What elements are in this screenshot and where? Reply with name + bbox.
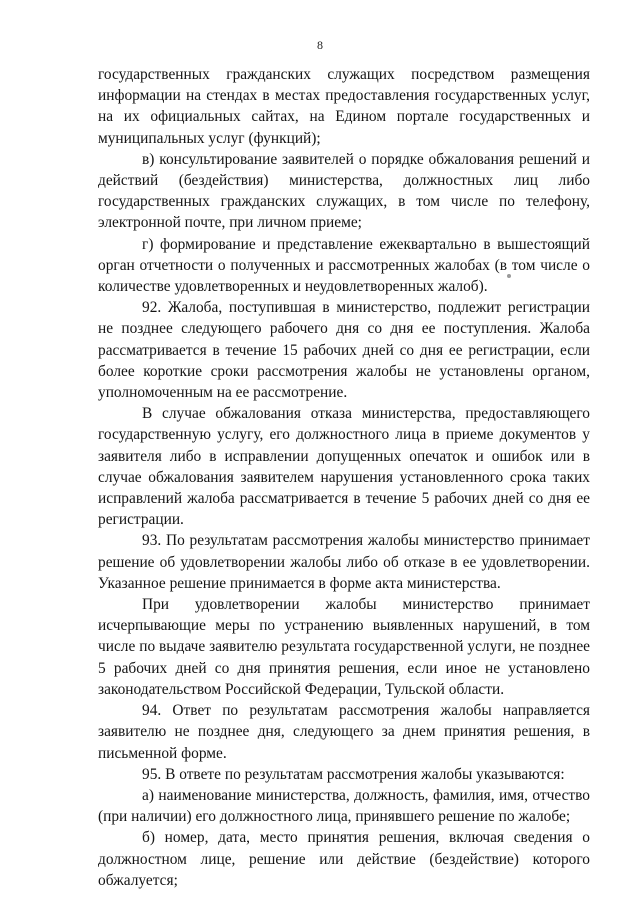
paragraph-92: 92. Жалоба, поступившая в министерство, подлежит регистрации не позднее следующего рабочего дня со дня ее поступления. Жалоба рассматривается в течение 15 рабочих дней со дня ее регистрации, если более короткие сроки рассмотрения жалобы не установлены органом, уполномоченным на ее рассмотрение. (98, 299, 590, 402)
paragraph-continuation: государственных гражданских служащих посредством размещения информации на стендах в местах предоставления государственных услуг, на их официальных сайтах, на Едином портале государственных и муниципальных услуг (функций); (98, 66, 590, 147)
paragraph-item-a: а) наименование министерства, должность, фамилия, имя, отчество (при наличии) его должностного лица, принявшего решение по жалобе; (98, 786, 590, 826)
paragraph-94: 94. Ответ по результатам рассмотрения жалобы направляется заявителю не позднее дня, следующего за днем принятия решения, в письменной форме. (98, 702, 590, 762)
paragraph-92-appeal: В случае обжалования отказа министерства, предоставляющего государственную услугу, его должностного лица в приеме документов у заявителя либо в исправлении допущенных опечаток и ошибок или в случае обжалования заявителем нарушения установленного срока таких исправлений жалоба рассматривается в течение 5 рабочих дней со дня ее регистрации. (98, 405, 590, 529)
paragraph-93-measures: При удовлетворении жалобы министерство принимает исчерпывающие меры по устранению выявленных нарушений, в том числе по выдаче заявителю результата государственной услуги, не позднее 5 рабочих дней со дня принятия решения, если иное не установлено законодательством Российской Федерации, Тульской области. (98, 596, 590, 698)
page-number: 8 (317, 38, 323, 52)
paragraph-item-b: б) номер, дата, место принятия решения, включая сведения о должностном лице, решение или действие (бездействие) которого обжалуется; (98, 829, 590, 889)
scan-speck (507, 274, 511, 278)
paragraph-95: 95. В ответе по результатам рассмотрения жалобы указываются: (142, 765, 565, 783)
paragraph-item-g: г) формирование и представление ежеквартально в вышестоящий орган отчетности о полученных и рассмотренных жалобах (в том числе о количестве удовлетворенных и неудовлетворенных жалоб). (98, 235, 590, 296)
paragraph-93: 93. По результатам рассмотрения жалобы министерство принимает решение об удовлетворении жалобы либо об отказе в ее удовлетворении. Указанное решение принимается в форме акта министерства. (98, 532, 590, 592)
paragraph-item-v: в) консультирование заявителей о порядке обжалования решений и действий (бездействия) министерства, должностных лиц либо государственных гражданских служащих, в том числе по телефону, электронной почте, при личном приеме; (98, 150, 590, 232)
document-body (98, 64, 590, 891)
